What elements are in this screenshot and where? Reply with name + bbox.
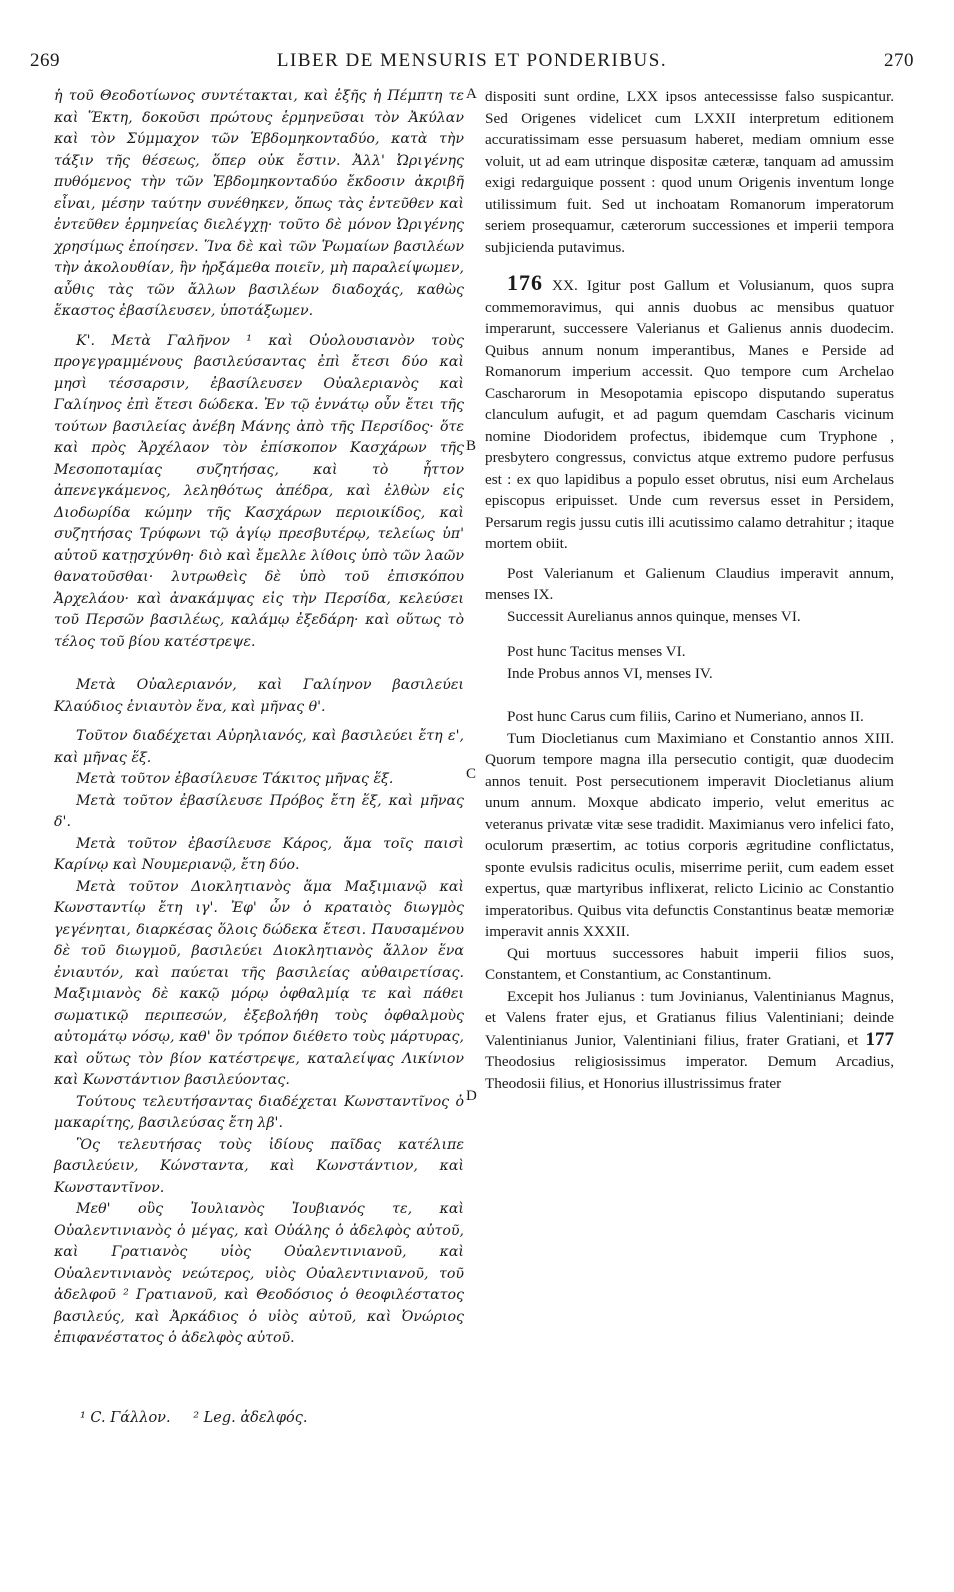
footnote-2: ² Leg. ἀδελφός. [193,1410,308,1426]
page-reference: 177 [865,1028,894,1050]
latin-paragraph: Post hunc Carus cum filiis, Carino et Numeriano, annos II. [507,708,864,725]
greek-paragraph: Μεθ' οὓς Ἰουλιανὸς Ἰουβιανός τε, καὶ Οὐαλεντινιανὸς ὁ μέγας, καὶ Οὐάλης ὁ ἀδελφὸς αὐτοῦ, καὶ Γρατιανὸς υἱὸς Οὐαλεντινιανοῦ, καὶ Οὐαλεντινιανὸς νεώτερος, υἱὸς Οὐαλεντινιανοῦ, τοῦ ἀδελφοῦ ² Γρατιανοῦ, καὶ Θεοδόσιος ὁ θεοφιλέστατος βασιλεύς, καὶ Ἀρκάδιος ὁ υἱὸς αὐτοῦ, καὶ Ὀνώριος ἐπιφανέστατος ὁ ἀδελφὸς αὐτοῦ. [54,1201,464,1346]
latin-text: Excepit hos Julianus : tum Jovinianus, Valentinianus Magnus, et Valens frater ejus, et Gratianus filius Valentiniani; deinde Valentinianus Junior, Valentiniani filius, frater Gratiani, et [485,987,894,1049]
greek-paragraph: Μετὰ Οὐαλεριανόν, καὶ Γαλίηνον βασιλεύει Κλαύδιος ἐνιαυτὸν ἕνα, καὶ μῆνας θ'. [54,677,464,715]
latin-paragraph: Post Valerianum et Galienum Claudius imperavit annum, menses IX. [485,564,894,603]
latin-text: Theodosius religiosissimus imperator. Demum Arcadius, Theodosii filius, et Honorius illustrissimus frater [485,1053,894,1092]
running-title: LIBER DE MENSURIS ET PONDERIBUS. [276,50,668,71]
latin-paragraph: Inde Probus annos VI, menses IV. [507,664,713,682]
margin-marker-a: A [466,86,477,102]
latin-paragraph: Post hunc Tacitus menses VI. [507,643,686,660]
latin-section-paragraph [485,272,894,555]
greek-paragraph: ἡ τοῦ Θεοδοτίωνος συντέτακται, καὶ ἑξῆς ἡ Πέμπτη τε καὶ Ἕκτη, δοκοῦσι πρώτους ἑρμηνεῦσαι τὸν Ἀκύλαν καὶ τὸν Σύμμαχον τῶν Ἑβδομηκονταδύο, κατὰ τὴν τάξιν τῆς θέσεως, ὅπερ οὐκ ἔστιν. Ἀλλ' Ὠριγένης πυθόμενος τὴν τῶν Ἑβδομηκονταδύο ἔκδοσιν ἀκριβῆ εἶναι, μέσην ταύτην συνέθηκεν, ὅπως τὰς ἐντεῦθεν καὶ ἐντεῦθεν ἑρμηνείας διελέγχῃ· τοῦτο δὲ μόνον Ὠριγένης χρησίμως ἐποίησεν. Ἵνα δὲ καὶ τῶν Ῥωμαίων βασιλέων τὴν ἀκολουθίαν, ἣν ἠρξάμεθα ποιεῖν, μὴ παραλείψωμεν, αὖθις τὰς τῶν ἄλλων βασιλέων διαδοχάς, καθὼς ἕκαστος ἐβασίλευσεν, ὑποτάξωμεν. [54,88,464,319]
footnote-1: ¹ C. Γάλλον. [80,1410,171,1426]
latin-paragraph: Successit Aurelianus annos quinque, menses VI. [507,607,801,625]
greek-paragraph: Μετὰ τοῦτον ἐβασίλευσε Πρόβος ἔτη ἕξ, καὶ μῆνας δ'. [54,792,464,830]
margin-marker-b: B [466,438,477,454]
latin-section-text: XX. Igitur post Gallum et Volusianum, quos supra commemoravimus, qui annis duobus ac mensibus quatuor imperarunt, successere Valerianus et Galienus annis duodecim. Quibus annum nonum imperantibus, Manes e Perside ad Romanorum imperium accessit. Quo tempore cum Archelao Cascharorum in Mesopotamia episcopo disputando superatus clanculum aufugit, et ad pagum quemdam Cascharis vicinum nomine Diodoridem profectus, ibidemque cum Tryphone , presbytero congressus, convictus atque extremo pudore perfusus est : ex quo lapidibus a populo esset obrutus, nisi eum Archelaus episcopus eripuisset. Unde cum reversus esset in Persidem, Persarum regis jussu cutis illi acutissimo calamo detrahitur ; itaque mortem obiit. [485,277,894,552]
latin-paragraph: Qui mortuus successores habuit imperii filios suos, Constantem, et Constantium, ac Constantinum. [485,944,894,983]
greek-paragraph: Ὃς τελευτήσας τοὺς ἰδίους παῖδας κατέλιπε βασιλεύειν, Κώνσταντα, καὶ Κωνστάντιον, καὶ Κωνσταντῖνον. [54,1136,464,1196]
page-number-left: 269 [30,50,60,71]
latin-paragraph [485,986,894,1095]
greek-paragraph: Κ'. Μετὰ Γαλῆνον ¹ καὶ Οὐολουσιανὸν τοὺς προγεγραμμένους βασιλεύσαντας ἐπὶ ἔτεσι δύο καὶ μησὶ τέσσαρσιν, ἐβασίλευσεν Οὐαλεριανὸς καὶ Γαλίηνος ἐπὶ ἔτεσι δώδεκα. Ἐν τῷ ἐννάτῳ οὖν ἔτει τῆς τούτων βασιλείας ἀνέβη Μάνης ἀπὸ τῆς Περσίδος· ὅτε καὶ πρὸς Ἀρχέλαον τὸν ἐπίσκοπον Κασχάρων τῆς Μεσοποταμίας συζητήσας, καὶ τὸ ἧττον ἀπενεγκάμενος, λεληθότως ἀπέδρα, καὶ ἐλθὼν εἰς Διοδωρίδα κώμην τῆς Κασχάρων περιοικίδος, καὶ συζητήσας Τρύφωνι τῷ ἁγίῳ πρεσβυτέρῳ, τελείως ὑπ' αὐτοῦ κατῃσχύνθη· διὸ καὶ ἔμελλε λίθοις ὑπὸ τῶν λαῶν θανατοῦσθαι· λυτρωθεὶς δὲ ὑπὸ τοῦ ἐπισκόπου Ἀρχελάου· καὶ ἀνακάμψας εἰς τὴν Περσίδα, κελεύσει τοῦ Περσῶν βασιλέως, καλάμῳ ἐξεδάρη· καὶ οὕτως τὸ τέλος τοῦ βίου κατέστρεψε. [54,332,464,650]
latin-paragraph: Tum Diocletianus cum Maximiano et Constantio annos XIII. Quorum tempore magna illa persecutio contigit, quæ duodecim annos tenuit. Post persecutionem imperavit Diocletianus alium unum annum. Moxque abdicato imperio, velut emeritus ac veteranus privatæ vitæ sese tradidit. Maximianus vero infelici fato, oculorum præsertim, ac totius corporis ægritudine conflictatus, sponte evulsis radicitus oculis, miserrime periit, cum eadem esset expertus, quæ martyribus inflixerat, relicto Licinio ac Constantio imperatoribus. Quibus vita defunctis Constantinus beatæ memoriæ imperavit annis XXXII. [485,729,894,940]
greek-paragraph: Μετὰ τοῦτον ἐβασίλευσε Κάρος, ἅμα τοῖς παισὶ Καρίνῳ καὶ Νουμεριανῷ, ἔτη δύο. [54,835,464,873]
page-number-right: 270 [884,50,914,71]
margin-marker-c: C [466,766,477,782]
latin-paragraph: dispositi sunt ordine, LXX ipsos antecessisse falso suspicantur. Sed Origenes videlicet cum LXXII interpretum editionem accuratissimam esse persuasum haberet, mediam omnium esse voluit, ut ad eam utrinque dispositæ cæteræ, tanquam ad amussim exigi redarguique possent : quod unum Origenis inventum longe utilissimum fuit. Sed ut inchoatam Romanorum imperatorum seriem prosequamur, cæterorum successiones et imperii tempora subjicienda putavimus. [485,88,894,256]
section-number: 176 [507,270,543,295]
greek-column [54,86,464,1350]
margin-marker-d: D [466,1088,477,1104]
footnotes [80,1410,480,1426]
greek-paragraph: Μετὰ τοῦτον Διοκλητιανὸς ἅμα Μαξιμιανῷ καὶ Κωνσταντίῳ ἔτη ιγ'. Ἐφ' ὧν ὁ κραταιὸς διωγμὸς γεγένηται, διαρκέσας ὅλοις δώδεκα ἔτεσι. Παυσαμένου δὲ τοῦ διωγμοῦ, βασιλεύει Διοκλητιανὸς ἄλλον ἕνα ἐνιαυτόν, καὶ παύεται τῆς βασιλείας αὐθαιρετίσας. Μαξιμιανὸς δὲ κακῷ μόρῳ ὀφθαλμίᾳ τε καὶ πάθει σωματικῷ περιπεσών, ἐξεβολήθη τοὺς ὀφθαλμοὺς αὐτομάτῳ νόσῳ, καθ' ὃν τρόπον διέθετο τοὺς μάρτυρας, καὶ οὕτως τὸν βίον κατέστρεψε, καταλείψας Λικίνιον καὶ Κωνστάντιον βασιλεύοντας. [54,878,464,1088]
greek-paragraph: Μετὰ τοῦτον ἐβασίλευσε Τάκιτος μῆνας ἕξ. [76,771,394,787]
greek-paragraph: Τούτους τελευτήσαντας διαδέχεται Κωνσταντῖνος ὁ μακαρίτης, βασιλεύσας ἔτη λβ'. [54,1093,464,1131]
latin-column [485,86,894,1094]
greek-paragraph: Τοῦτον διαδέχεται Αὐρηλιανός, καὶ βασιλεύει ἔτη ε', καὶ μῆνας ἕξ. [54,728,464,766]
running-header [30,50,914,80]
